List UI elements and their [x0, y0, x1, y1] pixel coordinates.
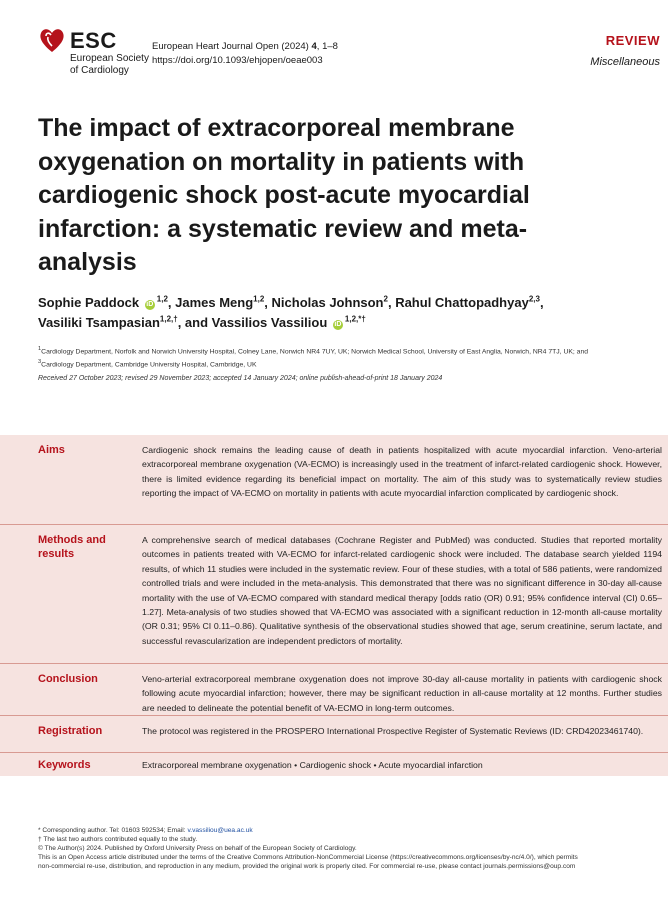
- abstract-registration: [0, 715, 668, 753]
- orcid-icon[interactable]: iD: [334, 321, 342, 328]
- journal-info: [152, 40, 338, 68]
- orcid-icon[interactable]: iD: [146, 301, 154, 308]
- author-separator: ,: [264, 295, 272, 310]
- structured-abstract: [0, 435, 668, 776]
- section-text: A comprehensive search of medical databases (Cochrane Register and PubMed) was conducted. Studies that reported mortality outcomes in patients treated with VA-ECMO for infarct-related cardiogenic shock were included. The database search yielded 1194 results, of which 11 studies were included in the systematic review. Four of these studies, with a total of 586 patients, were randomized controlled trials and were included in the meta-analysis. This demonstrated that there was no significant difference in 30-day all-cause mortality with the use of VA-ECMO compared with standard medical therapy [odds ratio (OR) 0.91; 95% confidence interval (CI) 0.65–1.27]. Meta-analysis of two studies showed that VA-ECMO was associated with a significant reduction in 12-month all-cause mortality (OR 0.31; 95% CI 0.11–0.86). Qualitative synthesis of the observational studies showed that age, serum creatinine, serum lactate, and successful revascularization are independent predictors of mortality.: [142, 535, 662, 646]
- license-line: This is an Open Access article distributed under the terms of the Creative Commons Attribution-NonCommercial License (https://creativecommons.org/licenses/by-nc/4.0/), which permits: [38, 854, 578, 861]
- section-text: Veno-arterial extracorporeal membrane oxygenation does not improve 30-day all-cause mortality in patients with cardiogenic shock following acute myocardial infarction; however, there may be significant reduction in all-cause mortality at 12 months. Further studies are needed to delineate the potential benefit of VA-ECMO in long-term outcomes.: [142, 674, 662, 713]
- journal-volume: 4: [311, 41, 317, 52]
- section-label: Registration: [38, 725, 103, 737]
- affiliation-line: Cardiology Department, Cambridge University Hospital, Cambridge, UK: [41, 361, 257, 369]
- abstract-conclusion: [0, 663, 668, 716]
- email-link[interactable]: v.vassiliou@uea.ac.uk: [187, 827, 253, 834]
- abstract-methods: [0, 524, 668, 664]
- heart-logo-icon: [38, 26, 66, 54]
- section-label: Keywords: [38, 759, 91, 771]
- equal-contribution-note: † The last two authors contributed equally to the study.: [38, 836, 198, 843]
- article-subtype: Miscellaneous: [590, 56, 660, 68]
- author-separator: ,: [539, 295, 544, 310]
- author-affiliation-marker: 1,2: [253, 294, 265, 304]
- section-label: Conclusion: [38, 673, 98, 685]
- author-list: [38, 293, 658, 333]
- author-name: Sophie Paddock: [38, 295, 140, 310]
- author-separator: ,: [167, 295, 176, 310]
- footnotes: [38, 826, 662, 871]
- license-line: non-commercial re-use, distribution, and reproduction in any medium, provided the original work is properly cited. For commercial re-use, please contact journals.permissions@oup.com: [38, 863, 576, 870]
- section-text: The protocol was registered in the PROSPERO International Prospective Register of Systematic Reviews (ID: CRD42023461740).: [142, 726, 644, 736]
- doi-link[interactable]: https://doi.org/10.1093/ehjopen/oeae003: [152, 55, 323, 66]
- affiliations: $^1$Cardiology Department, Norfolk and Norwich University Hospital, Colney Lane, Norwich NR4 7UY, UK; Norwich Medical School, University of East Anglia, Norwich, NR4 7TJ, UK; and $^3$Cardiology Department, Cambridge University Hospital, Cambridge, UK: [38, 346, 589, 369]
- author-name: James Meng: [175, 295, 254, 310]
- copyright: © The Author(s) 2024. Published by Oxford University Press on behalf of the European Society of Cardiology.: [38, 845, 357, 852]
- publication-dates: Received 27 October 2023; revised 29 November 2023; accepted 14 January 2024; online publish-ahead-of-print 18 January 2024: [38, 375, 443, 382]
- section-label: Aims: [38, 444, 65, 456]
- corresponding-author: * Corresponding author. Tel: 01603 592534; Email:: [38, 827, 186, 834]
- author-affiliation-marker: 2,3: [528, 294, 540, 304]
- author-name: Nicholas Johnson: [271, 295, 384, 310]
- article-type: REVIEW: [605, 33, 660, 48]
- affiliation-line: Cardiology Department, Norfolk and Norwich University Hospital, Colney Lane, Norwich NR4 7UY, UK; Norwich Medical School, University of East Anglia, Norwich, NR4 7TJ, UK; and: [41, 348, 589, 356]
- author-separator: ,: [387, 295, 396, 310]
- section-label: Methods and results: [38, 534, 106, 560]
- abstract-keywords: [0, 752, 668, 777]
- section-text: Cardiogenic shock remains the leading cause of death in patients hospitalized with acute myocardial infarction. Veno-arterial extracorporeal membrane oxygenation (VA-ECMO) is increasingly used in the treatment of infarct-related cardiogenic shock. However, there is limited evidence regarding its beneficial impact on mortality. The aim of this study was to systematically review studies reporting the impact of VA-ECMO on mortality in patients with acute myocardial infarction complicated by cardiogenic shock.: [142, 445, 662, 499]
- author-separator: , and: [177, 315, 212, 330]
- journal-name: European Heart Journal Open (2024): [152, 41, 309, 52]
- section-text: Extracorporeal membrane oxygenation • Cardiogenic shock • Acute myocardial infarction: [142, 760, 483, 770]
- article-title: The impact of extracorporeal membrane oxygenation on mortality in patients with cardiogenic shock post-acute myocardial infarction: a systematic review and meta-analysis: [38, 114, 530, 276]
- author-name: Rahul Chattopadhyay: [395, 295, 529, 310]
- author-name: Vasiliki Tsampasian: [38, 315, 160, 330]
- abstract-aims: [0, 435, 668, 524]
- esc-logo: [38, 22, 148, 92]
- author-affiliation-marker: 1,2,†: [159, 314, 178, 324]
- author-affiliation-marker: 1,2,*†: [344, 314, 366, 324]
- author-affiliation-marker: 2: [383, 294, 388, 304]
- society-abbr: ESC: [70, 28, 117, 53]
- author-name: Vassilios Vassiliou: [211, 315, 328, 330]
- author-affiliation-marker: 1,2: [156, 294, 168, 304]
- society-name: European Society of Cardiology: [70, 53, 149, 76]
- journal-pages: , 1–8: [316, 41, 338, 52]
